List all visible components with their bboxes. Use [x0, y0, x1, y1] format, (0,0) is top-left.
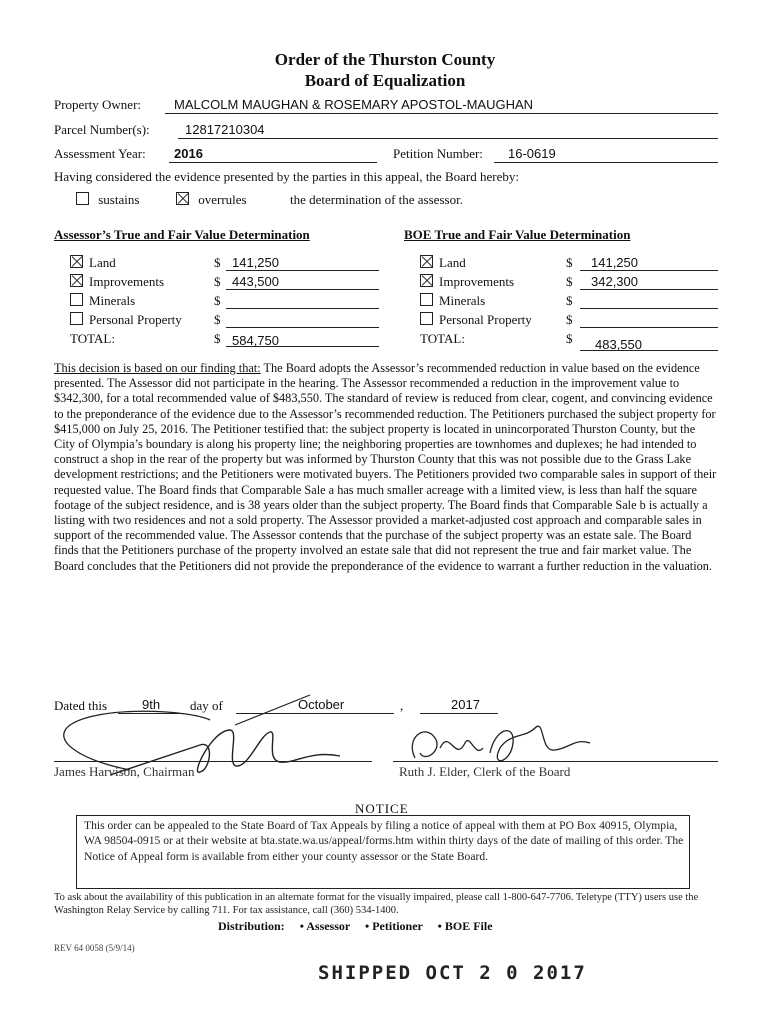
petition-number-value: 16-0619 — [508, 146, 556, 161]
boe-land-value: 141,250 — [591, 255, 638, 270]
chairman-signature — [40, 690, 370, 800]
assessor-land-underline — [226, 270, 379, 271]
clerk-name: Ruth J. Elder, Clerk of the Board — [399, 764, 571, 779]
assessor-minerals-currency: $ — [214, 293, 221, 308]
assessor-row-land — [70, 255, 116, 271]
parcel-number-underline — [178, 138, 718, 139]
finding-paragraph — [54, 361, 718, 574]
finding-lead: This decision is based on our finding that: — [54, 361, 261, 375]
assessment-year-underline — [169, 162, 377, 163]
property-owner-value: MALCOLM MAUGHAN & ROSEMARY APOSTOL-MAUGHAN — [174, 97, 534, 112]
assessor-improvements-label: Improvements — [89, 274, 165, 289]
boe-row-personal-property — [420, 312, 532, 328]
boe-row-minerals — [420, 293, 485, 309]
boe-improvements-label: Improvements — [439, 274, 515, 289]
distribution-petitioner: • Petitioner — [365, 919, 423, 933]
boe-land-checkbox — [420, 255, 433, 268]
assessor-improvements-underline — [226, 289, 379, 290]
notice-text: This order can be appealed to the State Board of Tax Appeals by filing a notice of appeal with them at PO Box 40915, Olympia, WA 98504-0915 or at their website at bta.state.wa.us/appeal/forms.htm within thirty days of the date of mailing of this order. The Notice of Appeal form is available from either your county assessor or the State Board. — [84, 819, 684, 863]
boe-minerals-checkbox — [420, 293, 433, 306]
assessor-personal-property-currency: $ — [214, 312, 221, 327]
assessor-personal-property-label: Personal Property — [89, 312, 182, 327]
finding-body: The Board adopts the Assessor’s recommended reduction in value based on the evidence presented. The Assessor did not participate in the hearing. The Assessor recommended a reduction in the improvement value to $342,300, for a total recommended value of $483,550. The standard of review is reduced from clear, cogent, and convincing evidence to the preponderance of the evidence due to the Assessor’s recommended reduction. The Petitioners purchased the subject property for $415,000 on July 25, 2016. The Petitioner testified that: the subject property is located in unincorporated Thurston County, but the City of Olympia’s boundary is along his property line; the neighboring properties are townhomes and duplexes; he had intended to construct a shop in the rear of the property but was informed by Thurston County that this was not possible due to the Grass Lake development restrictions; and the Petitioners were motivated buyers. The Petitioners provided two comparable sales in support of their requested value. The Board finds that Comparable Sale a has much smaller acreage with a limited view, is less than half the square footage of the subject residence, and is 38 years older than the subject property. The Board finds that Comparable Sale b is actually a listing with two residences and not a sold property. The Assessor provided a market-adjusted cost approach and comparable sales in support of the recommended value. The Assessor contends that the purchase of the subject property was an estate sale. The Board finds that the Petitioners purchase of the property involved an estate sale that did not represent the true and fair market value. The Board concludes that the Petitioners did not provide the preponderance of the evidence to warrant a further reduction in the valuation. — [54, 361, 717, 573]
decision-tail: the determination of the assessor. — [290, 192, 463, 207]
assessor-improvements-value: 443,500 — [232, 274, 279, 289]
dated-prefix: Dated this — [54, 698, 108, 713]
petition-number-underline — [494, 162, 718, 163]
assessor-land-value: 141,250 — [232, 255, 279, 270]
assessor-improvements-checkbox — [70, 274, 83, 287]
boe-minerals-currency: $ — [566, 293, 573, 308]
boe-total-value: 483,550 — [595, 337, 642, 352]
distribution-boe-file: • BOE File — [437, 919, 493, 933]
assessor-land-currency: $ — [214, 255, 221, 270]
parcel-number-label: Parcel Number(s): — [54, 122, 150, 137]
chairman-signature-line — [54, 761, 372, 762]
assessment-year-value: 2016 — [174, 146, 203, 161]
boe-minerals-label: Minerals — [439, 293, 486, 308]
assessor-minerals-checkbox — [70, 293, 83, 306]
boe-improvements-checkbox — [420, 274, 433, 287]
dated-month: October — [298, 697, 345, 712]
boe-total-currency: $ — [566, 331, 573, 346]
overrules-option — [176, 192, 247, 208]
boe-land-underline — [580, 270, 718, 271]
distribution-line — [218, 919, 493, 934]
chairman-name: James Harvison, Chairman — [54, 764, 195, 779]
overrules-label: overrules — [198, 192, 247, 207]
dated-day-of: day of — [190, 698, 223, 713]
assessor-total-value: 584,750 — [232, 333, 279, 348]
boe-row-land — [420, 255, 466, 271]
sustains-label: sustains — [98, 192, 140, 207]
boe-personal-property-currency: $ — [566, 312, 573, 327]
property-owner-underline — [165, 113, 718, 114]
boe-personal-property-label: Personal Property — [439, 312, 532, 327]
dated-year: 2017 — [451, 697, 480, 712]
assessor-personal-property-checkbox — [70, 312, 83, 325]
dated-comma: , — [400, 698, 404, 713]
distribution-assessor: • Assessor — [299, 919, 351, 933]
document-title-line1: Order of the Thurston County — [274, 50, 496, 69]
boe-minerals-underline — [580, 308, 718, 309]
assessor-row-improvements — [70, 274, 164, 290]
boe-improvements-underline — [580, 289, 718, 290]
assessor-heading: Assessor’s True and Fair Value Determination — [54, 227, 310, 242]
boe-personal-property-checkbox — [420, 312, 433, 325]
assessment-year-label: Assessment Year: — [54, 146, 146, 161]
assessor-land-checkbox — [70, 255, 83, 268]
decision-intro: Having considered the evidence presented by the parties in this appeal, the Board hereby: — [54, 169, 519, 184]
boe-improvements-currency: $ — [566, 274, 573, 289]
overrules-checkbox — [176, 192, 189, 205]
assessor-row-minerals — [70, 293, 135, 309]
clerk-signature-line — [393, 761, 718, 762]
sustains-checkbox — [76, 192, 89, 205]
accessibility-note: To ask about the availability of this publication in an alternate format for the visually impaired, please call 1-800-647-7706. Teletype (TTY) users use the Washington Relay Service by calling 711. For tax assistance, call (360) 534-1400. — [54, 892, 699, 916]
boe-land-currency: $ — [566, 255, 573, 270]
boe-heading: BOE True and Fair Value Determination — [404, 227, 631, 242]
sustains-option — [76, 192, 139, 208]
dated-day: 9th — [142, 697, 161, 712]
notice-heading: NOTICE — [355, 801, 409, 816]
assessor-total-label: TOTAL: — [70, 331, 115, 346]
boe-improvements-value: 342,300 — [591, 274, 638, 289]
distribution-label: Distribution: — [218, 919, 285, 933]
boe-total-label: TOTAL: — [420, 331, 465, 346]
assessor-land-label: Land — [89, 255, 116, 270]
assessor-row-personal-property — [70, 312, 182, 328]
petition-number-label: Petition Number: — [393, 146, 483, 161]
property-owner-label: Property Owner: — [54, 97, 142, 112]
assessor-minerals-underline — [226, 308, 379, 309]
assessor-improvements-currency: $ — [214, 274, 221, 289]
boe-personal-property-underline — [580, 327, 718, 328]
shipped-stamp: SHIPPED OCT 2 0 2017 — [318, 962, 587, 984]
assessor-minerals-label: Minerals — [89, 293, 136, 308]
document-title-line2: Board of Equalization — [304, 71, 466, 90]
assessor-personal-property-underline — [226, 327, 379, 328]
form-code: REV 64 0058 (5/9/14) — [54, 943, 135, 953]
assessor-total-currency: $ — [214, 331, 221, 346]
boe-row-improvements — [420, 274, 514, 290]
parcel-number-value: 12817210304 — [185, 122, 265, 137]
boe-land-label: Land — [439, 255, 466, 270]
